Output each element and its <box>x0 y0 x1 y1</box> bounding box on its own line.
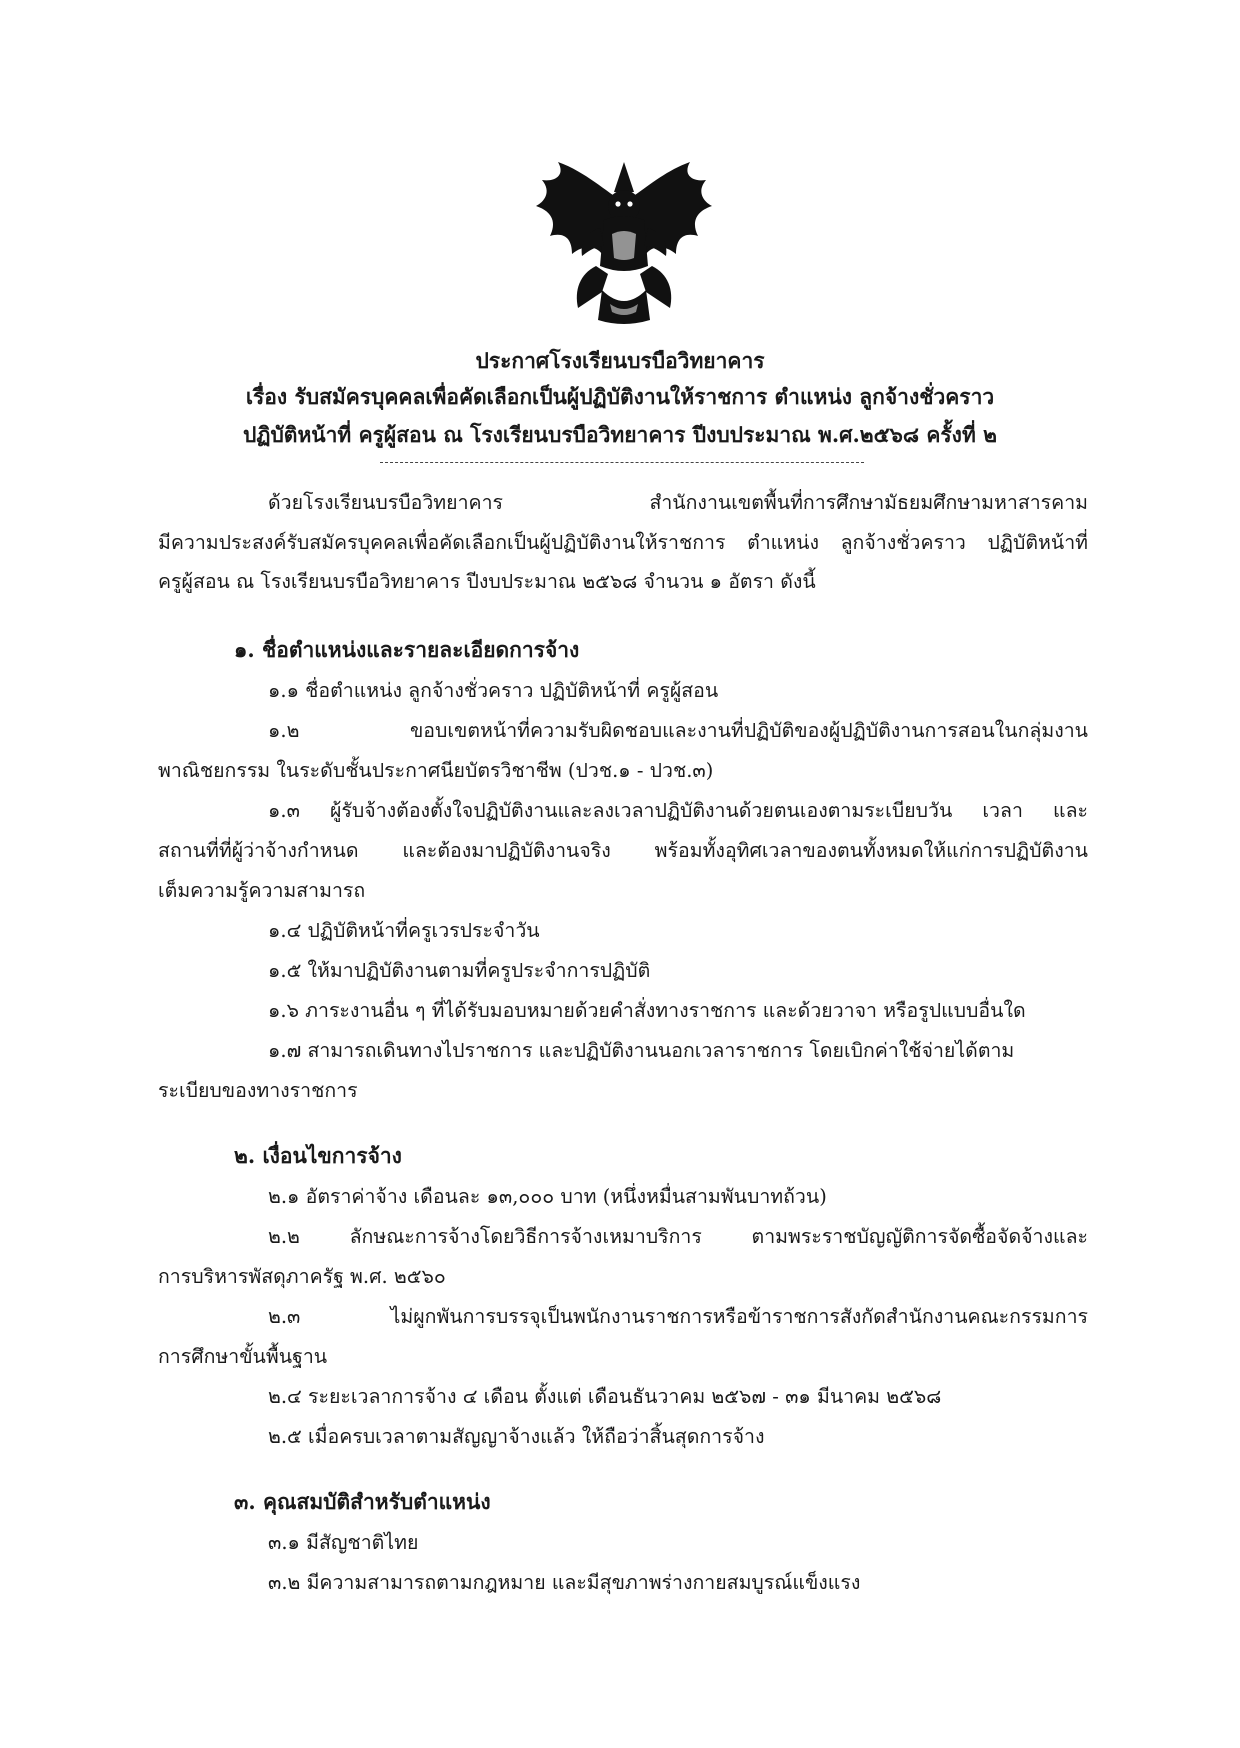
intro-line-1: ด้วยโรงเรียนบรบือวิทยาคาร สำนักงานเขตพื้นที่การศึกษามัธยมศึกษามหาสารคาม <box>268 491 1088 514</box>
section-1-item-2-line-1: ๑.๒ ขอบเขตหน้าที่ความรับผิดชอบและงานที่ปฏิบัติของผู้ปฏิบัติงานการสอนในกลุ่มงาน <box>268 719 1088 742</box>
section-2-item-4: ๒.๔ ระยะเวลาการจ้าง ๔ เดือน ตั้งแต่ เดือนธันวาคม ๒๕๖๗ - ๓๑ มีนาคม ๒๕๖๘ <box>268 1385 942 1408</box>
section-3-item-1: ๓.๑ มีสัญชาติไทย <box>268 1531 419 1554</box>
separator-dashed-line <box>380 462 864 463</box>
announcement-title: ประกาศโรงเรียนบรบือวิทยาคาร <box>475 348 765 373</box>
section-1-item-7-line-1: ๑.๗ สามารถเดินทางไปราชการ และปฏิบัติงานนอกเวลาราชการ โดยเบิกค่าใช้จ่ายได้ตาม <box>268 1039 1015 1062</box>
section-1-item-7-line-2: ระเบียบของทางราชการ <box>158 1079 358 1102</box>
section-2-item-1: ๒.๑ อัตราค่าจ้าง เดือนละ ๑๓,๐๐๐ บาท (หนึ่งหมื่นสามพันบาทถ้วน) <box>268 1185 827 1208</box>
section-1-item-3-line-3: เต็มความรู้ความสามารถ <box>158 879 366 902</box>
section-2-item-3-line-2: การศึกษาขั้นพื้นฐาน <box>158 1345 328 1368</box>
section-1-item-4: ๑.๔ ปฏิบัติหน้าที่ครูเวรประจำวัน <box>268 919 540 942</box>
section-2-item-2-line-2: การบริหารพัสดุภาครัฐ พ.ศ. ๒๕๖๐ <box>158 1265 446 1288</box>
garuda-emblem-icon <box>536 162 712 324</box>
section-2-item-5: ๒.๕ เมื่อครบเวลาตามสัญญาจ้างแล้ว ให้ถือว่าสิ้นสุดการจ้าง <box>268 1425 765 1448</box>
section-1-item-3-line-2: สถานที่ที่ผู้ว่าจ้างกำหนด และต้องมาปฏิบัติงานจริง พร้อมทั้งอุทิศเวลาของตนทั้งหมดให้แก่การปฏิบัติงาน <box>158 839 1088 862</box>
subject-line-2: ปฏิบัติหน้าที่ ครูผู้สอน ณ โรงเรียนบรบือวิทยาคาร ปีงบประมาณ พ.ศ.๒๕๖๘ ครั้งที่ ๒ <box>243 422 997 447</box>
intro-line-3: ครูผู้สอน ณ โรงเรียนบรบือวิทยาคาร ปีงบประมาณ ๒๕๖๘ จำนวน ๑ อัตรา ดังนี้ <box>158 570 816 593</box>
section-2-item-2-line-1: ๒.๒ ลักษณะการจ้างโดยวิธีการจ้างเหมาบริการ ตามพระราชบัญญัติการจัดซื้อจัดจ้างและ <box>268 1225 1088 1248</box>
section-1-item-6: ๑.๖ ภาระงานอื่น ๆ ที่ได้รับมอบหมายด้วยคำสั่งทางราชการ และด้วยวาจา หรือรูปแบบอื่นใด <box>268 999 1026 1022</box>
section-3-heading: ๓. คุณสมบัติสำหรับตำแหน่ง <box>234 1489 491 1514</box>
section-2-heading: ๒. เงื่อนไขการจ้าง <box>234 1143 402 1168</box>
section-2-item-3-line-1: ๒.๓ ไม่ผูกพันการบรรจุเป็นพนักงานราชการหรือข้าราชการสังกัดสำนักงานคณะกรรมการ <box>268 1305 1088 1328</box>
section-1-item-5: ๑.๕ ให้มาปฏิบัติงานตามที่ครูประจำการปฏิบัติ <box>268 959 651 982</box>
subject-line-1: เรื่อง รับสมัครบุคคลเพื่อคัดเลือกเป็นผู้ปฏิบัติงานให้ราชการ ตำแหน่ง ลูกจ้างชั่วคราว <box>245 384 995 409</box>
section-3-item-2: ๓.๒ มีความสามารถตามกฎหมาย และมีสุขภาพร่างกายสมบูรณ์แข็งแรง <box>268 1571 861 1594</box>
section-1-item-1: ๑.๑ ชื่อตำแหน่ง ลูกจ้างชั่วคราว ปฏิบัติหน้าที่ ครูผู้สอน <box>268 679 719 702</box>
section-1-item-3-line-1: ๑.๓ ผู้รับจ้างต้องตั้งใจปฏิบัติงานและลงเวลาปฏิบัติงานด้วยตนเองตามระเบียบวัน เวลา และ <box>268 799 1088 822</box>
section-1-heading: ๑. ชื่อตำแหน่งและรายละเอียดการจ้าง <box>234 637 580 662</box>
intro-line-2: มีความประสงค์รับสมัครบุคคลเพื่อคัดเลือกเป็นผู้ปฏิบัติงานให้ราชการ ตำแหน่ง ลูกจ้างชั่วคราว ปฏิบัติหน้าที่ <box>158 531 1088 554</box>
section-1-item-2-line-2: พาณิชยกรรม ในระดับชั้นประกาศนียบัตรวิชาชีพ (ปวช.๑ - ปวช.๓) <box>158 759 714 782</box>
